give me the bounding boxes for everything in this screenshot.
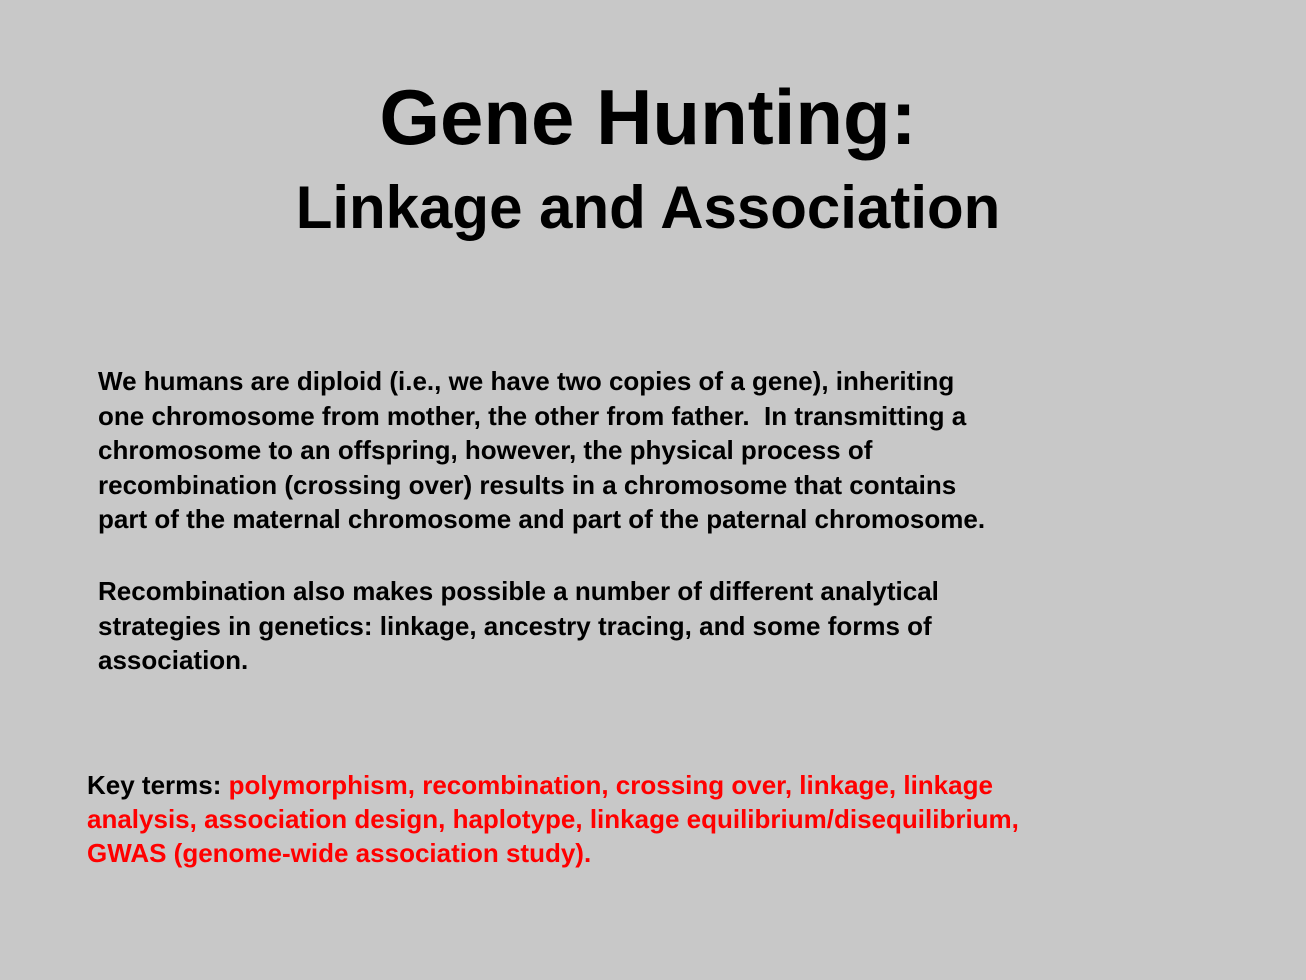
- key-terms-line: polymorphism, recombination, crossing over, linkage, linkage: [228, 770, 993, 800]
- diploid-paragraph: [98, 364, 1108, 537]
- key-terms-line: analysis, association design, haplotype, linkage equilibrium/disequilibrium,: [87, 804, 1019, 834]
- paragraph-line: association.: [98, 645, 249, 675]
- key-terms-block: [87, 768, 1187, 870]
- paragraph-line: We humans are diploid (i.e., we have two copies of a gene), inheriting: [98, 366, 955, 396]
- recombination-paragraph: [98, 574, 1108, 678]
- paragraph-line: strategies in genetics: linkage, ancestry tracing, and some forms of: [98, 610, 932, 641]
- paragraph-line: Recombination also makes possible a number of different analytical: [98, 576, 939, 606]
- key-terms-line: GWAS (genome-wide association study).: [87, 838, 592, 868]
- paragraph-line: part of the maternal chromosome and part of the paternal chromosome.: [98, 504, 986, 534]
- paragraph-line: chromosome to an offspring, however, the physical process of: [98, 435, 873, 465]
- key-terms-label: Key terms:: [87, 770, 229, 800]
- paragraph-line: recombination (crossing over) results in a chromosome that contains: [98, 469, 957, 500]
- paragraph-line: one chromosome from mother, the other from father. In transmitting a: [98, 400, 967, 431]
- slide-subtitle: Linkage and Association: [295, 174, 1001, 241]
- slide-title: Gene Hunting:: [379, 73, 917, 161]
